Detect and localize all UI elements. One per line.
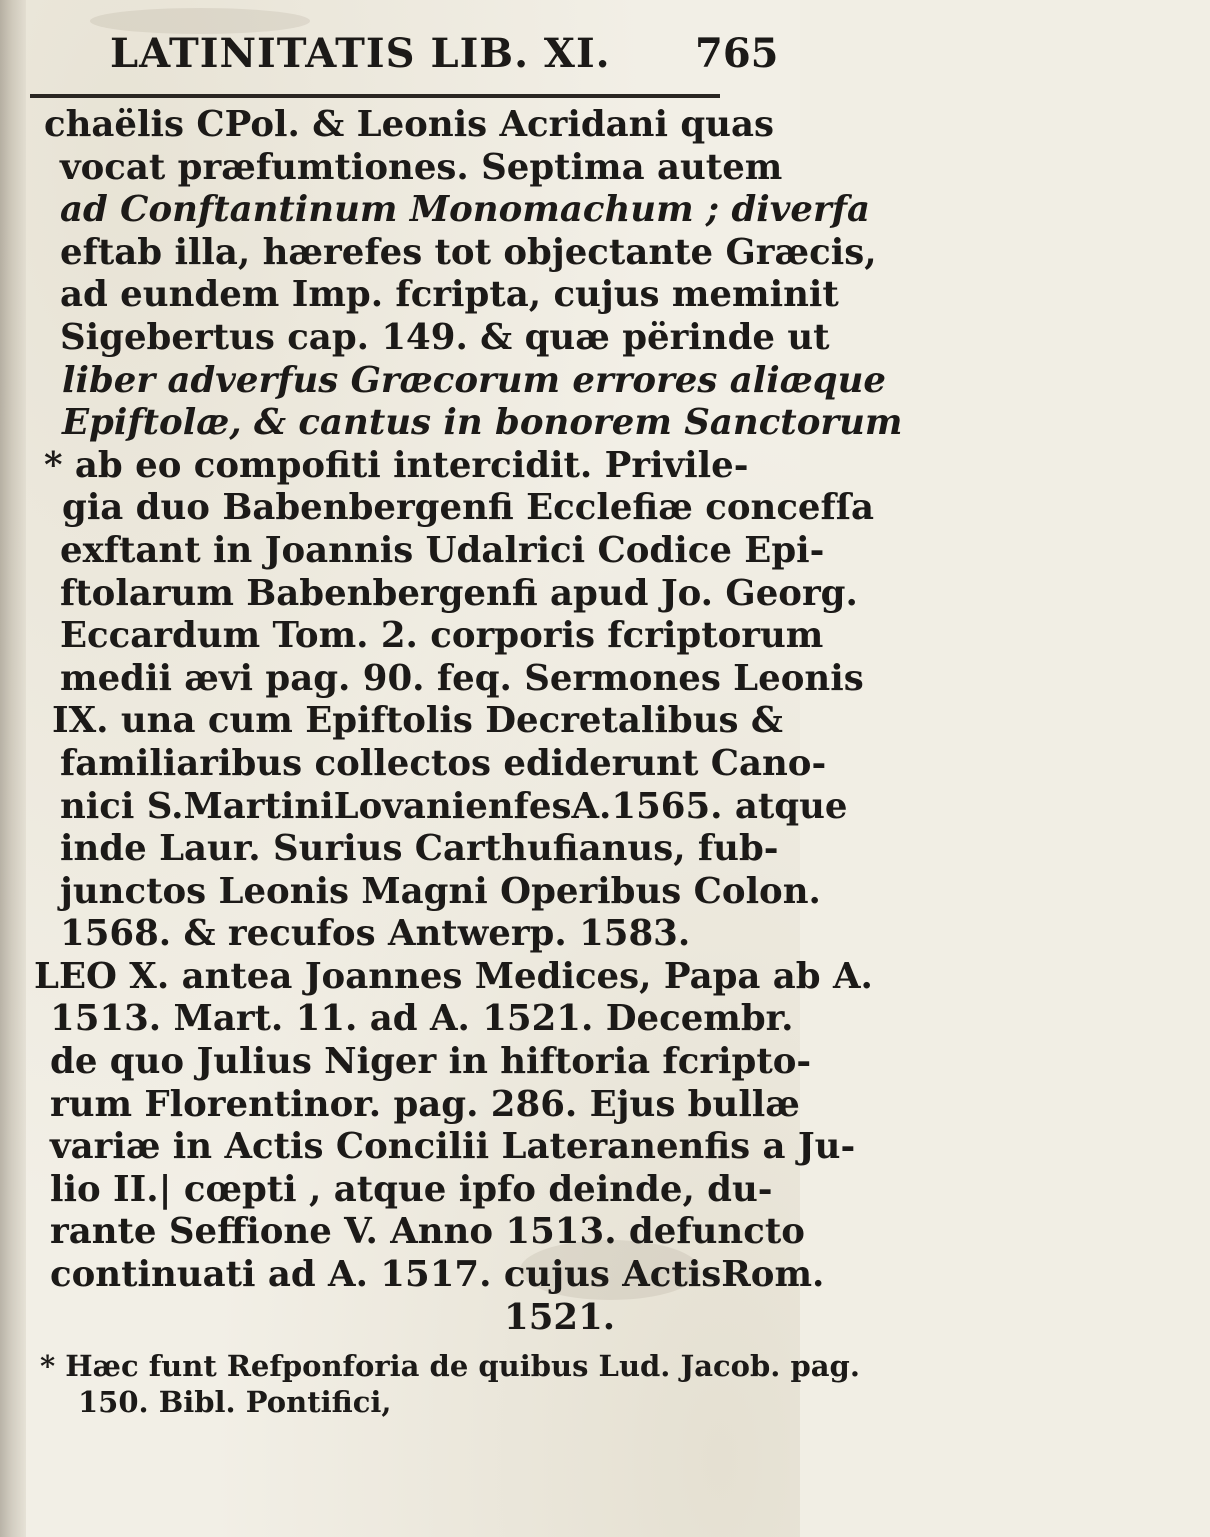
header-rule <box>30 94 720 98</box>
text-line: junctos Leonis Magni Operibus Colon. <box>60 870 821 912</box>
text-line: familiaribus collectos ediderunt Cano- <box>60 742 827 784</box>
text-line: gia duo Babenbergenfi Ecclefiæ concefſa <box>62 487 875 529</box>
text-line: Epiftolæ, & cantus in bonorem Sanctorum <box>62 402 903 444</box>
text-line: IX. una cum Epiftolis Decretalibus & <box>52 700 783 742</box>
main-text-block <box>34 104 903 1339</box>
text-line: 1521. <box>504 1296 616 1338</box>
text-line: 1513. Mart. 11. ad A. 1521. Decembr. <box>50 998 794 1040</box>
text-line: continuati ad A. 1517. cujus ActisRom. <box>50 1254 825 1296</box>
text-line: liber adverfus Græcorum errores aliæque <box>62 359 887 401</box>
text-line: ad Conftantinum Monomachum ; diverfa <box>60 189 870 231</box>
text-line: 1568. & recufos Antwerp. 1583. <box>60 913 691 955</box>
binding-gutter <box>0 0 26 1537</box>
text-line: ftolarum Babenbergenfi apud Jo. Georg. <box>60 572 858 614</box>
text-line: medii ævi pag. 90. feq. Sermones Leonis <box>60 657 864 699</box>
page-number: 765 <box>695 30 779 77</box>
text-line: ad eundem Imp. fcripta, cujus meminit <box>60 274 839 316</box>
text-line: Eccardum Tom. 2. corporis fcriptorum <box>60 615 824 657</box>
running-title: LATINITATIS LIB. XI. <box>110 30 611 77</box>
footnote-line: 150. Bibl. Pontifici, <box>78 1385 392 1419</box>
text-line: exftant in Joannis Udalrici Codice Epi- <box>60 529 825 571</box>
footnote-line: * Hæc funt Refponforia de quibus Lud. Jacob. pag. <box>40 1349 860 1383</box>
text-line: LEO X. antea Joannes Medices, Papa ab A. <box>34 955 873 997</box>
text-line: rum Florentinor. pag. 286. Ejus bullæ <box>50 1083 800 1125</box>
text-line: variæ in Actis Concilii Lateranenfis a Ju- <box>50 1126 856 1168</box>
text-line: rante Seffione V. Anno 1513. defuncto <box>50 1211 805 1253</box>
text-line: Sigebertus cap. 149. & quæ përinde ut <box>60 316 830 358</box>
text-line: de quo Julius Niger in hiftoria fcripto- <box>50 1041 812 1083</box>
text-line: * ab eo compofiti intercidit. Privile- <box>44 444 749 486</box>
text-line: nici S.MartiniLovanienfesA.1565. atque <box>60 785 848 827</box>
text-line: eftab illa, hærefes tot objectante Græcis, <box>60 231 877 273</box>
text-line: chaëlis CPol. & Leonis Acridani quas <box>44 104 774 145</box>
page-header <box>110 30 780 90</box>
text-line: lio II.| cœpti , atque ipfo deinde, du- <box>50 1168 773 1210</box>
text-line: inde Laur. Surius Carthufianus, fub- <box>60 828 779 870</box>
footnotes <box>40 1348 860 1420</box>
text-line: vocat præfumtiones. Septima autem <box>60 146 783 188</box>
